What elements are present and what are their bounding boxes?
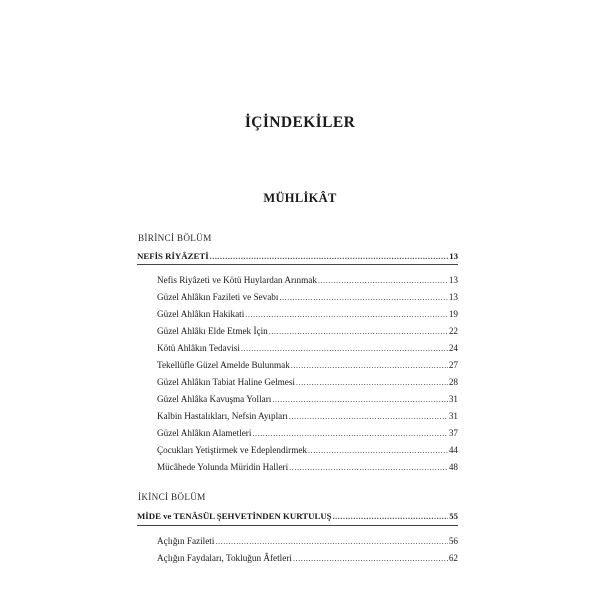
- toc-page-number: 24: [448, 343, 458, 353]
- toc-item[interactable]: [157, 290, 458, 304]
- toc-item[interactable]: [157, 551, 458, 565]
- toc-page-number: 27: [448, 360, 458, 370]
- toc-page-number: 13: [449, 251, 458, 261]
- toc-page-number: 13: [448, 275, 458, 285]
- toc-part-row[interactable]: [137, 249, 458, 263]
- toc-item-title: Kötü Ahlâkın Tedavisi: [157, 343, 240, 353]
- dot-leader: [308, 444, 448, 458]
- dot-leader: [215, 535, 447, 549]
- section-rule: [137, 525, 458, 526]
- dot-leader: [279, 291, 447, 305]
- toc-item-title: Açlığın Faydaları, Tokluğun Âfetleri: [157, 553, 292, 563]
- toc-item[interactable]: [157, 273, 458, 287]
- dot-leader: [252, 427, 447, 441]
- toc-item[interactable]: [157, 341, 458, 355]
- toc-item-title: Güzel Ahlâkın Tabiat Haline Gelmesi: [157, 377, 295, 387]
- toc-page-number: 31: [448, 394, 458, 404]
- dot-leader: [296, 376, 448, 390]
- toc-page-number: 31: [448, 411, 458, 421]
- dot-leader: [293, 552, 448, 566]
- toc-part-title: MİDE ve TENÂSÜL ŞEHVETİNDEN KURTULUŞ: [137, 511, 332, 521]
- toc-item-title: Güzel Ahlâkın Alametleri: [157, 428, 252, 438]
- toc-item-title: Çocukları Yetiştirmek ve Edeplendirmek: [157, 445, 308, 455]
- toc-part-row[interactable]: [137, 509, 458, 523]
- dot-leader: [272, 393, 448, 407]
- toc-page-number: 28: [448, 377, 458, 387]
- toc-item[interactable]: [157, 358, 458, 372]
- toc-item-title: Nefis Riyâzeti ve Kötü Huylardan Arınmak: [157, 275, 317, 285]
- toc-item-title: Tekellüfle Güzel Amelde Bulunmak: [157, 360, 290, 370]
- toc-page-number: 55: [449, 511, 458, 521]
- toc-page-number: 13: [448, 292, 458, 302]
- toc-page-number: 19: [448, 309, 458, 319]
- part-label: İKİNCİ BÖLÜM: [138, 492, 206, 502]
- toc-item-title: Kalbin Hastalıkları, Nefsin Ayıpları: [157, 411, 288, 421]
- toc-item-title: Mücâhede Yolunda Müridin Halleri: [157, 462, 289, 472]
- toc-page-number: 22: [448, 326, 458, 336]
- dot-leader: [289, 410, 448, 424]
- toc-item[interactable]: [157, 534, 458, 548]
- dot-leader: [333, 510, 449, 524]
- dot-leader: [210, 250, 449, 264]
- toc-page-number: 48: [448, 462, 458, 472]
- toc-item[interactable]: [157, 409, 458, 423]
- toc-item[interactable]: [157, 392, 458, 406]
- dot-leader: [318, 274, 448, 288]
- toc-item-title: Açlığın Fazileti: [157, 536, 215, 546]
- dot-leader: [241, 342, 448, 356]
- toc-part-title: NEFİS RİYÂZETİ: [137, 251, 209, 261]
- dot-leader: [269, 325, 448, 339]
- dot-leader: [289, 461, 448, 475]
- toc-item[interactable]: [157, 426, 458, 440]
- toc-item-title: Güzel Ahlâka Kavuşma Yolları: [157, 394, 272, 404]
- toc-page-number: 44: [448, 445, 458, 455]
- toc-item-title: Güzel Ahlâkı Elde Etmek İçin: [157, 326, 268, 336]
- section-title: MÜHLİKÂT: [263, 191, 337, 205]
- toc-item[interactable]: [157, 443, 458, 457]
- page-title: İÇİNDEKİLER: [244, 114, 356, 131]
- toc-page-number: 37: [448, 428, 458, 438]
- toc-item[interactable]: [157, 324, 458, 338]
- toc-item-title: Güzel Ahlâkın Fazileti ve Sevabı: [157, 292, 279, 302]
- part-label: BİRİNCİ BÖLÜM: [138, 233, 212, 243]
- toc-item[interactable]: [157, 307, 458, 321]
- dot-leader: [291, 359, 448, 373]
- toc-item-title: Güzel Ahlâkın Hakikati: [157, 309, 245, 319]
- toc-item[interactable]: [157, 375, 458, 389]
- toc-item[interactable]: [157, 460, 458, 474]
- section-rule: [137, 264, 458, 265]
- toc-page-number: 56: [448, 536, 458, 546]
- dot-leader: [245, 308, 448, 322]
- toc-page-number: 62: [448, 553, 458, 563]
